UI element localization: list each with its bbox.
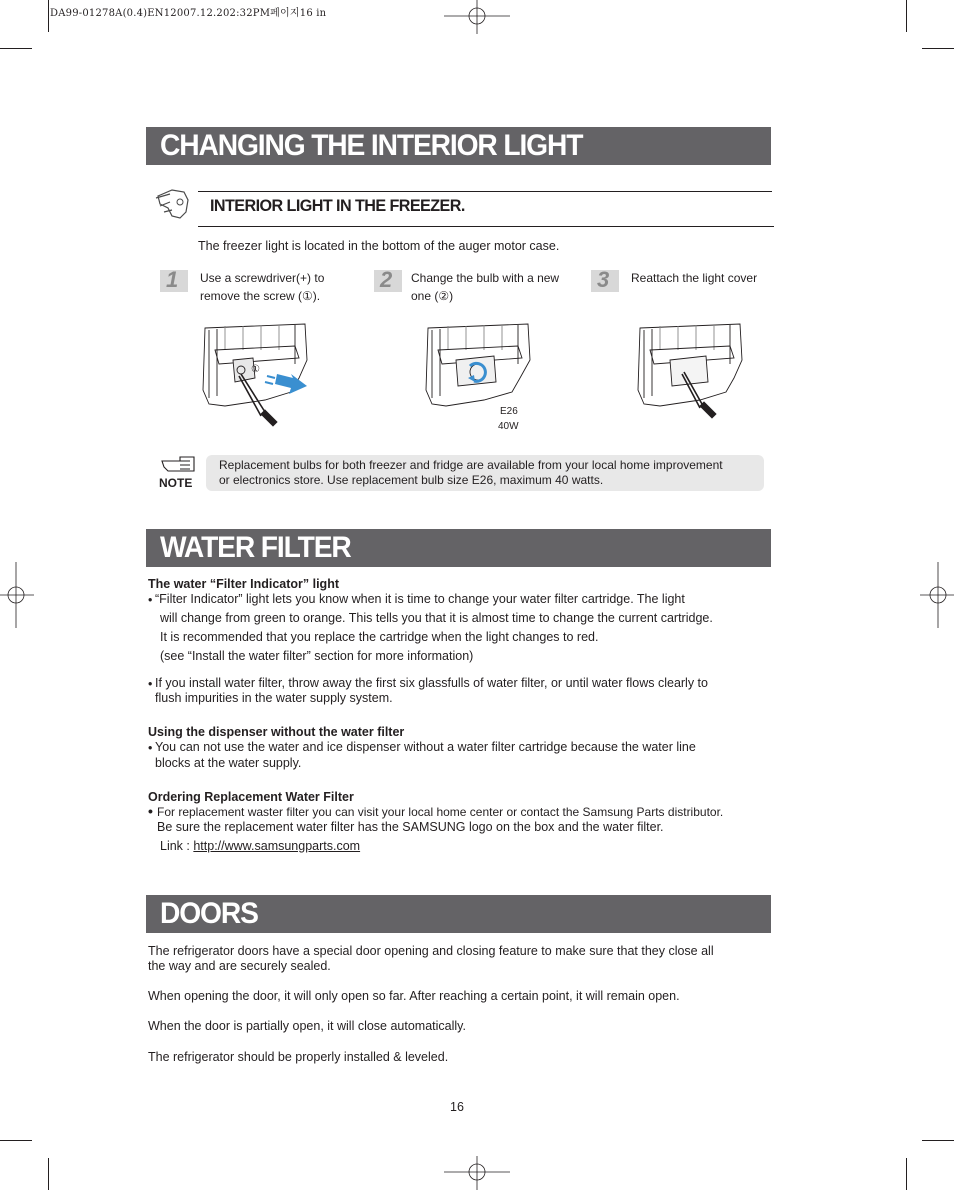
bullet: •: [148, 741, 153, 755]
section-header-water-filter: [146, 529, 771, 567]
crop-mark: [0, 1140, 32, 1141]
interior-light-subheading: INTERIOR LIGHT IN THE FREEZER.: [210, 196, 465, 215]
install-filter-line-1: If you install water filter, throw away the first six glassfulls of water filter, or until water flows clearly to: [155, 676, 708, 690]
crop-mark: [906, 1158, 907, 1190]
doors-para-3: When the door is partially open, it will close automatically.: [148, 1019, 466, 1033]
step-2-line-1: Change the bulb with a new: [411, 271, 560, 285]
subheading-bottom-rule: [198, 226, 774, 227]
step-number: 2: [380, 267, 393, 292]
interior-light-intro: The freezer light is located in the bottom of the auger motor case.: [198, 239, 560, 253]
step-number: 3: [597, 267, 610, 292]
page-number: 16: [450, 1100, 464, 1114]
bullet: •: [148, 803, 153, 819]
dispenser-heading: Using the dispenser without the water filter: [148, 725, 405, 739]
crop-mark: [922, 1140, 954, 1141]
ordering-line-1: For replacement waster filter you can visit your local home center or contact the Samsung Parts distributor.: [157, 805, 724, 819]
step-3-line-1: Reattach the light cover: [631, 271, 758, 285]
registration-mark-top: [444, 0, 510, 34]
filter-indicator-line-2: will change from green to orange. This tells you that it is almost time to change the current cartridge.: [160, 611, 713, 625]
samsung-parts-link[interactable]: http://www.samsungparts.com: [193, 839, 361, 853]
filter-indicator-line-3: It is recommended that you replace the cartridge when the light changes to red.: [160, 630, 599, 644]
bulb-watts-label: 40W: [498, 421, 519, 432]
section-title: DOORS: [160, 897, 258, 930]
note-line-2: or electronics store. Use replacement bulb size E26, maximum 40 watts.: [219, 473, 604, 487]
step-number-badge: [591, 267, 619, 292]
crop-mark: [48, 0, 49, 32]
bulb-type-label: E26: [500, 406, 518, 417]
registration-mark-left: [0, 562, 34, 628]
step-3-illustration: [630, 320, 750, 430]
doors-para-4: The refrigerator should be properly installed & leveled.: [148, 1050, 449, 1064]
doors-para-1-line-1: The refrigerator doors have a special door opening and closing feature to make sure that they close all: [148, 944, 714, 958]
ordering-line-2: Be sure the replacement water filter has the SAMSUNG logo on the box and the water filter.: [157, 820, 664, 834]
crop-mark: [48, 1158, 49, 1190]
step-number: 1: [166, 267, 179, 292]
crop-mark: [906, 0, 907, 32]
bullet: •: [148, 593, 153, 607]
step-number-badge: [374, 267, 402, 292]
link-row: [160, 837, 360, 856]
doors-para-1-line-2: the way and are securely sealed.: [148, 959, 331, 973]
filter-indicator-heading: The water “Filter Indicator” light: [148, 577, 339, 591]
step-1-illustration: [195, 320, 320, 430]
screw-marker-label: ①: [251, 364, 260, 375]
step-number-badge: [160, 267, 188, 292]
hand-pointer-icon: [154, 186, 192, 222]
dispenser-line-2: blocks at the water supply.: [155, 756, 302, 770]
ordering-heading: Ordering Replacement Water Filter: [148, 790, 354, 804]
subheading-top-rule: [198, 191, 772, 192]
doors-para-2: When opening the door, it will only open so far. After reaching a certain point, it will remain open.: [148, 989, 680, 1003]
dispenser-line-1: You can not use the water and ice dispenser without a water filter cartridge because the water line: [155, 740, 696, 754]
link-label: Link :: [160, 839, 194, 853]
filter-indicator-line-4: (see “Install the water filter” section for more information): [160, 649, 474, 663]
install-filter-line-2: flush impurities in the water supply system.: [155, 691, 393, 705]
step-2-line-2: one (②): [411, 289, 454, 303]
step-1-line-2: remove the screw (①).: [200, 289, 321, 303]
crop-mark: [0, 48, 32, 49]
registration-mark-right: [920, 562, 954, 628]
note-hand-icon: [160, 455, 196, 475]
section-title: CHANGING THE INTERIOR LIGHT: [160, 129, 583, 162]
section-header-interior-light: [146, 127, 771, 165]
filter-indicator-line-1: “Filter Indicator” light lets you know when it is time to change your water filter cartridge. The light: [155, 592, 685, 606]
section-title: WATER FILTER: [160, 531, 351, 564]
note-line-1: Replacement bulbs for both freezer and fridge are available from your local home improvement: [219, 458, 723, 472]
registration-mark-bottom: [444, 1156, 510, 1190]
section-header-doors: [146, 895, 771, 933]
bullet: •: [148, 677, 153, 691]
print-header: DA99-01278A(0.4)EN12007.12.202:32PM페이지16 in: [50, 8, 327, 19]
crop-mark: [922, 48, 954, 49]
step-1-line-1: Use a screwdriver(+) to: [200, 271, 325, 285]
note-label: NOTE: [159, 476, 193, 490]
